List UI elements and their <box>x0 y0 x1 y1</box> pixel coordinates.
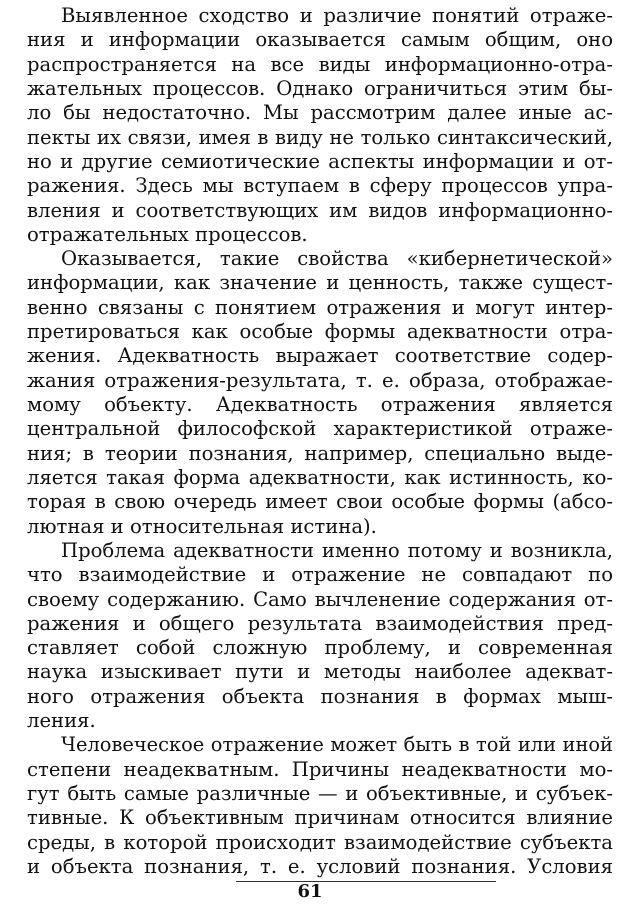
text-line: наука изыскивает пути и методы наиболее адекват- <box>27 660 613 684</box>
text-line: мому объекту. Адекватность отражения является <box>27 393 613 416</box>
text-line: ления. <box>27 709 96 733</box>
text-line: жения. Адекватность выражает соответствие содер- <box>27 344 613 368</box>
text-line: жания отражения-результата, т. е. образа, отображае- <box>27 368 613 392</box>
text-line: ставляет собой сложную проблему, и современная <box>27 636 613 660</box>
text-line: Человеческое отражение может быть в той или иной <box>61 733 613 757</box>
text-line: торая в свою очередь имеет свои особые формы (абсо- <box>27 490 613 514</box>
text-line: венно связаны с понятием отражения и могут интер- <box>27 295 613 319</box>
text-line: среды, в которой происходит взаимодействие субъекта <box>27 830 613 854</box>
text-line: центральной философской характеристикой отраже- <box>27 417 613 441</box>
text-line: тивные. К объективным причинам относится влияние <box>27 806 613 830</box>
text-line: отражательных процессов. <box>27 222 308 246</box>
text-line: жательных процессов. Однако ограничиться этим бы- <box>27 76 613 100</box>
text-line: гут быть самые различные — и объективные, и субъек- <box>27 782 613 805</box>
text-line: пекты их связи, имея в виду не только синтаксический, <box>27 125 613 149</box>
text-line: ляется такая форма адекватности, как истинность, ко- <box>27 465 613 489</box>
text-line: ния; в теории познания, например, специально выде- <box>27 441 613 465</box>
body-text <box>27 4 613 879</box>
text-line: информации, как значение и ценность, также сущест- <box>27 271 613 295</box>
text-line: Выявленное сходство и различие понятий отраже- <box>61 4 613 27</box>
text-line: лютная и относительная истина). <box>27 514 377 538</box>
text-line: вления и соответствующих им видов информационно- <box>27 198 613 222</box>
text-line: Оказывается, такие свойства «кибернетической» <box>61 247 613 271</box>
text-line: что взаимодействие и отражение не совпадают по <box>27 563 613 587</box>
text-line: ло бы недостаточно. Мы рассмотрим далее иные ас- <box>27 101 613 125</box>
text-line: своему содержанию. Само вычленение содержания от- <box>27 587 613 611</box>
text-line: степени неадекватным. Причины неадекватности мо- <box>27 757 613 781</box>
text-line: ного отражения объекта познания в формах мыш- <box>27 684 613 708</box>
text-line: распространяется на все виды информационно-отра- <box>27 52 613 76</box>
text-line: претироваться как особые формы адекватности отра- <box>27 320 613 344</box>
page-number: 61 <box>297 881 323 902</box>
text-line: и объекта познания, т. е. условий познания. Условия <box>27 854 613 878</box>
text-line: но и другие семиотические аспекты информации и от- <box>27 149 613 173</box>
text-line: ражения и общего результата взаимодействия пред- <box>27 611 613 635</box>
text-line: ния и информации оказывается самым общим, оно <box>27 28 613 52</box>
text-line: ражения. Здесь мы вступаем в сферу процессов упра- <box>27 174 613 198</box>
text-line: Проблема адекватности именно потому и возникла, <box>61 538 613 562</box>
